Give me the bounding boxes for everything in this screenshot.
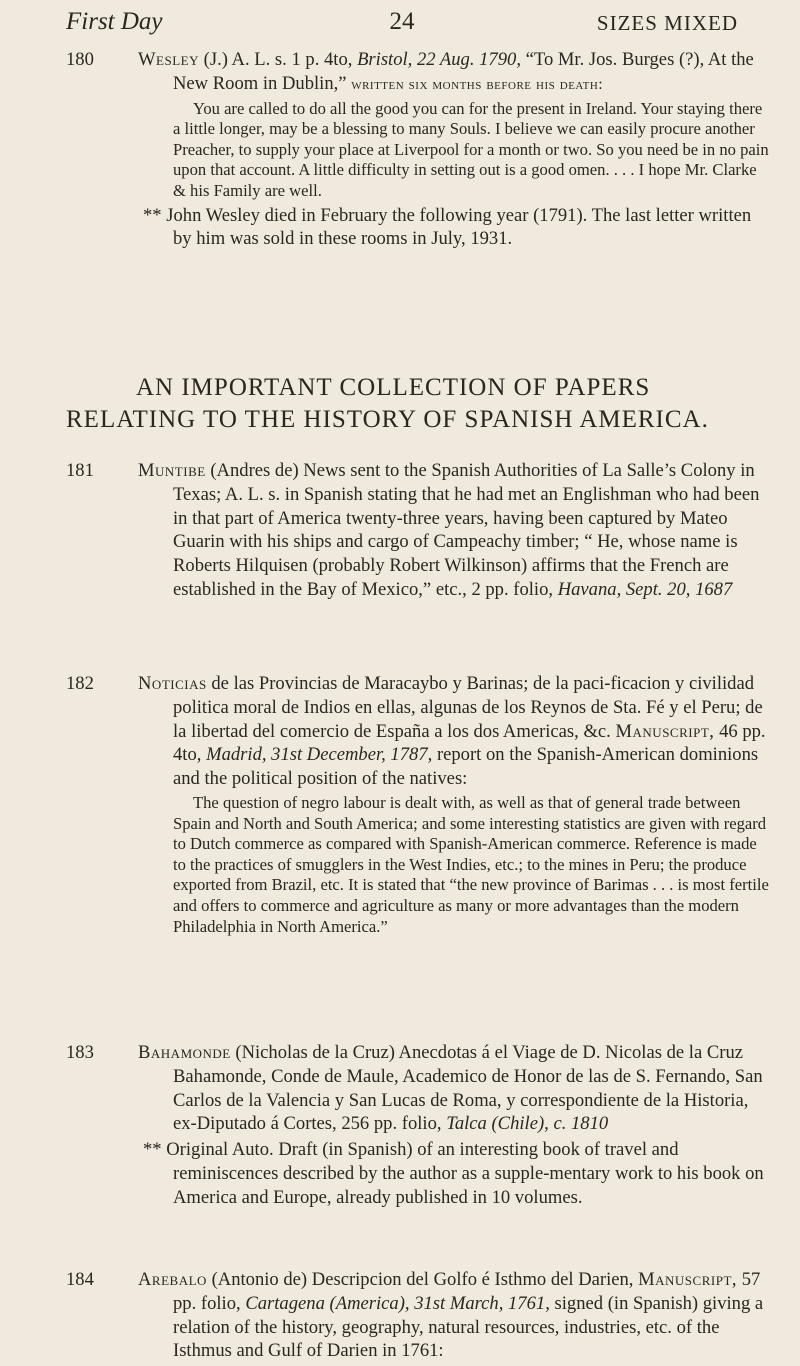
lot-author: Muntibe	[138, 460, 206, 481]
lot-note: ** John Wesley died in February the following year (1791). The last letter written by him was sold in these rooms in July, 1931.	[143, 204, 752, 250]
lot-author: Arebalo	[138, 1269, 207, 1290]
lot-183	[66, 1041, 772, 1210]
lot-entry: (J.) A. L. s. 1 p. 4to,	[203, 49, 353, 70]
lot-text	[138, 459, 772, 602]
lot-place-date: Bristol, 22 Aug. 1790,	[357, 49, 521, 70]
lot-180	[66, 48, 772, 251]
section-title-line1: AN IMPORTANT COLLECTION OF PAPERS	[136, 374, 651, 401]
lot-text	[138, 672, 772, 791]
header-day: First Day	[66, 8, 163, 35]
lot-written-note: written six months before his death:	[351, 75, 604, 93]
lot-entry: (Andres de) News sent to the Spanish Authorities of La Salle’s Colony in Texas; A. L. s. in Spanish stating that he had met an Englishman who had been in that part of America twenty-three years, having been captured by Mateo Guarin with his ships and cargo of Campeachy timber; “ He, whose name is Roberts Hilquisen (probably Robert Wilkinson) affirms that the French are established in the Bay of Mexico,” etc., 2 pp. folio,	[173, 460, 760, 600]
lot-number: 180	[66, 49, 94, 70]
lot-entry-continued: report on the Spanish-American dominions and the political position of the natives:	[173, 744, 759, 790]
lot-manuscript: Manuscript,	[615, 720, 715, 742]
lot-heading	[138, 48, 772, 97]
lot-entry: (Antonio de) Descripcion del Golfo é Isthmo del Darien,	[211, 1269, 634, 1290]
lot-size: 46 pp. 4to,	[173, 720, 766, 766]
lot-182	[66, 672, 772, 937]
lot-note: ** Original Auto. Draft (in Spanish) of an interesting book of travel and reminiscences described by the author as a supple-mentary work to his book on America and Europe, already published in 10 volumes.	[143, 1139, 764, 1208]
lot-size: 57 pp. folio,	[173, 1269, 761, 1314]
lot-181	[66, 459, 772, 602]
section-title	[66, 372, 772, 436]
lot-number: 183	[66, 1042, 94, 1063]
lot-author: Wesley	[138, 49, 199, 70]
lot-description: You are called to do all the good you can for the present in Ireland. Your staying there a little longer, may be a blessing to many Souls. I believe we can easily procure another Preacher, to supply your place at Liverpool for a month or two. So you need be in no pain upon that account. A little difficulty in setting out is a good omen. . . . I hope Mr. Clarke & his Family are well.	[173, 98, 769, 200]
lot-entry-continued: signed (in Spanish) giving a relation of the history, geography, natural resources, industries, etc. of the Isthmus and Gulf of Darien in 1761:	[173, 1292, 764, 1362]
lot-author: Noticias	[138, 673, 207, 694]
lot-place-date: Talca (Chile), c. 1810	[446, 1113, 609, 1135]
lot-description: The question of negro labour is dealt with, as well as that of general trade between Spain and North and South America; and some interesting statistics are given with regard to Dutch commerce as compared with Spanish-American commerce. Reference is made to the practices of smugglers in the West Indies, etc.; to the mines in Peru; the produce exported from Brazil, etc. It is stated that “the new province of Barimas . . . is most fertile and offers to commerce and agriculture as many or more advantages than the modern Philadelphia in North America.”	[173, 792, 769, 936]
lot-number: 182	[66, 673, 94, 694]
section-title-line2: RELATING TO THE HISTORY OF SPANISH AMERICA.	[66, 406, 709, 433]
page-header	[66, 8, 738, 38]
lot-number: 184	[66, 1269, 94, 1290]
lot-text	[138, 1268, 772, 1363]
lot-manuscript: Manuscript,	[638, 1269, 738, 1290]
lot-title: “To Mr. Jos. Burges (?), At the New Room in Dublin,”	[173, 49, 754, 94]
lot-entry: de las Provincias de Maracaybo y Barinas; de la paci-ficacion y civilidad politica moral de Indios en ellas, algunas de los Reynos de Sta. Fé y el Peru; de la libertad del comercio de España a los dos Americas, &c.	[173, 673, 763, 742]
page-number: 24	[389, 8, 415, 35]
lot-text	[138, 1041, 772, 1136]
lot-184	[66, 1268, 772, 1363]
lot-entry: (Nicholas de la Cruz) Anecdotas á el Viage de D. Nicolas de la Cruz Bahamonde, Conde de Maule, Academico de Honor de las de S. Fernando, San Carlos de la Valencia y San Lucas de Roma, y correspondiente de la Historia, ex-Diputado á Cortes, 256 pp. folio,	[173, 1042, 763, 1135]
header-sizes: SIZES MIXED	[596, 11, 738, 35]
lot-place-date: Madrid, 31st December, 1787,	[206, 744, 433, 766]
lot-place-date: Havana, Sept. 20, 1687	[557, 578, 733, 600]
lot-place-date: Cartagena (America), 31st March, 1761,	[245, 1292, 550, 1314]
lot-number: 181	[66, 460, 94, 481]
lot-author: Bahamonde	[138, 1042, 231, 1063]
